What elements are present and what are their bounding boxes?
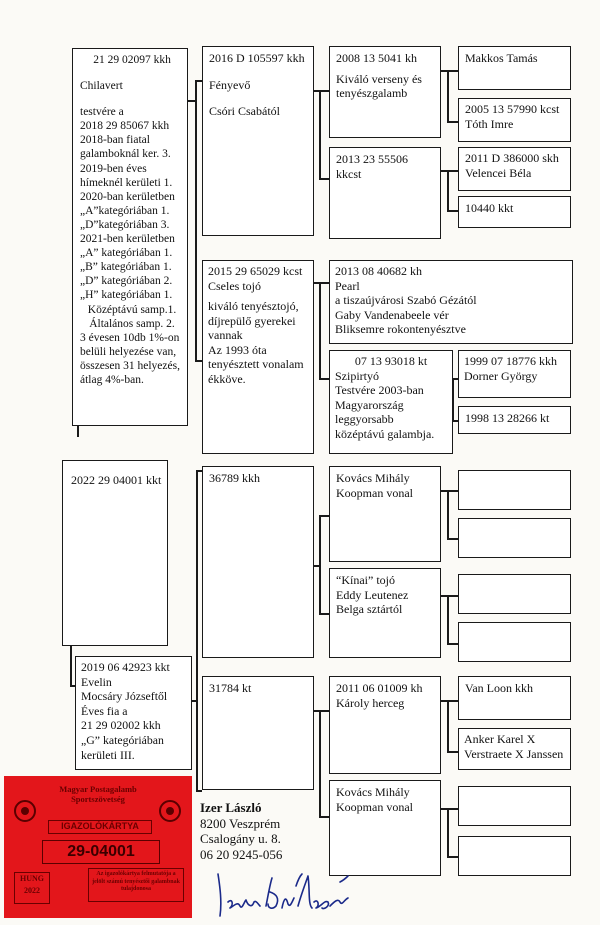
connector (447, 121, 458, 123)
card-label: IGAZOLÓKÁRTYA (48, 820, 152, 834)
note-line: tenyésztett vonalam (208, 357, 304, 371)
owner-street: Csalogány u. 8. (200, 831, 281, 846)
federation-logo-icon (14, 800, 36, 822)
note-line: kerületi III. (81, 747, 135, 762)
connector (196, 470, 198, 790)
note-line: középtávú galambja. (335, 426, 435, 441)
breeder: Velencei Béla (465, 165, 532, 180)
card-title (50, 784, 146, 804)
note-line: Kovács Mihály (336, 785, 410, 799)
note-line: 2019-ben éves (80, 162, 147, 175)
connector (319, 816, 329, 818)
gen4-box (458, 406, 571, 434)
connector (70, 645, 72, 685)
breeder: Dorner György (464, 368, 538, 383)
connector (447, 700, 449, 751)
card-country-year (14, 872, 50, 904)
connector (447, 490, 449, 538)
connector (447, 170, 458, 172)
note-line: Az 1993 óta (208, 342, 267, 357)
ring-number: 2011 06 01009 kh (336, 681, 423, 695)
pigeon-box (62, 460, 168, 646)
sire-box (72, 48, 188, 426)
note-line: 2021-ben kerületben (80, 233, 175, 246)
connector (319, 90, 329, 92)
ring-number: 2016 D 105597 kkh (209, 51, 305, 65)
connector (447, 70, 458, 72)
ring-number: 2015 29 65029 kcst (208, 264, 303, 278)
note-line: leggyorsabb (335, 412, 394, 426)
note-line: összesen 31 helyezés, (80, 359, 180, 372)
pigeon-name: Cseles tojó (208, 278, 261, 293)
note-line: „G” kategóriában (81, 732, 164, 747)
note-line: Középtávú samp.1. (87, 303, 177, 316)
note-line: Testvére 2003-ban (335, 383, 424, 397)
card-note: Az igazolókártya felmutatója a jelölt számú tenyésztői galambnak tulajdonosa (88, 868, 184, 902)
sds-box (329, 260, 573, 344)
signature (210, 862, 370, 922)
note-line: Anker Karel X (464, 732, 536, 746)
note-line: Kovács Mihály (336, 471, 410, 485)
note-line: Verstraete X Janssen (464, 746, 564, 761)
note-line: Magyarország (335, 397, 404, 412)
connector (447, 595, 449, 643)
breeder: Csóri Csabától (209, 104, 280, 118)
note-line: Éves fia a (81, 703, 128, 718)
connector (319, 282, 321, 378)
sire-sire-box (202, 46, 314, 236)
sss-box (329, 46, 441, 138)
note-line: 3 évesen 10db 1%-on (80, 331, 180, 344)
connector (319, 710, 321, 816)
gen4-box (458, 46, 571, 90)
note-line: Mocsáry Józseftől (81, 689, 168, 704)
dss-box (329, 466, 441, 562)
ring-number: 36789 kkh (209, 471, 260, 485)
pigeon-name: Pearl (335, 278, 360, 293)
ring-number: 1998 13 28266 kt (465, 411, 550, 425)
dam-sire-box (202, 466, 314, 658)
gen4-empty-box (458, 574, 571, 614)
note-line: vannak (208, 328, 243, 342)
note-line: a tiszaújvárosi Szabó Gézától (335, 293, 477, 307)
gen4-empty-box (458, 786, 571, 826)
owner-name: Izer László (200, 800, 262, 815)
note-line: 2018-ban fiatal (80, 134, 150, 147)
dds-box (329, 676, 441, 774)
connector (195, 80, 197, 360)
note-line: Gaby Vandenabeele vér (335, 307, 449, 322)
note-line: Eddy Leutenez (336, 587, 409, 602)
card-country: HUNG (20, 874, 44, 883)
connector (447, 856, 458, 858)
connector (319, 178, 329, 180)
ring-number: 31784 kt (209, 681, 252, 695)
note-line: 2020-ban kerületben (80, 190, 175, 203)
connector (447, 808, 449, 856)
ring-number: 2013 08 40682 kh (335, 264, 422, 278)
note-line: testvére a (80, 106, 124, 119)
note-line: 2018 29 85067 kkh (80, 120, 170, 133)
connector (447, 643, 458, 645)
card-year: 2022 (24, 886, 40, 895)
connector (195, 360, 202, 362)
card-title-line: Magyar Postagalamb (59, 784, 137, 794)
connector (319, 90, 321, 178)
note-line: Általános samp. 2. (89, 317, 175, 330)
ring-number: 21 29 02097 kkh (93, 54, 171, 66)
note-line: átlag 4%-ban. (80, 373, 144, 386)
connector (447, 808, 458, 810)
note-line: Kiváló verseny és (336, 71, 422, 86)
note-line: belüli helyezése van, (80, 345, 177, 358)
ring-number: 2008 13 5041 kh (336, 51, 417, 65)
gen4-box (458, 98, 571, 142)
registration-card (4, 776, 192, 918)
breeder: Makkos Tamás (465, 51, 538, 65)
gen4-empty-box (458, 836, 571, 876)
connector (447, 700, 458, 702)
note-line: ékköve. (208, 371, 246, 386)
connector (319, 282, 329, 284)
note-line: „D”kategóriában 3. (80, 218, 170, 231)
note-line: „A” kategóriában 1. (80, 247, 173, 260)
connector (447, 70, 449, 121)
connector (77, 425, 79, 437)
owner-phone: 06 20 9245-056 (200, 846, 283, 862)
dam-box (75, 656, 192, 770)
connector (319, 613, 329, 615)
pigeon-name: Károly herceg (336, 695, 405, 710)
gen4-box (458, 728, 571, 770)
note-line: kkcst (336, 166, 362, 181)
dam-dam-box (202, 676, 314, 790)
connector (196, 790, 202, 792)
ssd-box (329, 147, 441, 239)
gen4-box (458, 196, 571, 228)
ring-number: 1999 07 18776 kkh (464, 354, 557, 368)
gen4-empty-box (458, 622, 571, 662)
connector (447, 490, 458, 492)
gen4-empty-box (458, 470, 571, 510)
pigeon-name: Szipirtyó (335, 368, 379, 383)
connector (195, 80, 202, 82)
note-line: hímeknél kerületi 1. (80, 176, 173, 189)
note-line: „D” kategóriában 2. (80, 275, 173, 288)
connector (447, 538, 458, 540)
note-line: Koopman vonal (336, 485, 413, 500)
note-line: Koopman vonal (336, 799, 413, 814)
connector (447, 210, 458, 212)
pigeon-name: Chilavert (80, 80, 123, 93)
gen4-box (458, 147, 571, 191)
owner-city: 8200 Veszprém (200, 815, 281, 831)
note-line: „B” kategóriában 1. (80, 261, 172, 274)
pigeon-name: “Kínai” tojó (336, 573, 395, 587)
owner-info (200, 800, 282, 862)
card-number: 29-04001 (42, 840, 160, 864)
gen4-box (458, 676, 571, 720)
note-line: Bliksemre rokontenyésztve (335, 322, 466, 336)
sire-dam-box (202, 260, 314, 454)
note-line: „H” kategóriában 1. (80, 289, 173, 302)
gen4-empty-box (458, 518, 571, 558)
ring-number: 2019 06 42923 kkt (81, 660, 170, 674)
ring-number: 10440 kkt (465, 201, 514, 215)
connector (319, 378, 329, 380)
ring-number: 2022 29 04001 kkt (71, 473, 162, 487)
gen4-box (458, 350, 571, 398)
pigeon-name: Evelin (81, 674, 112, 689)
pigeon-name: Fényevő (209, 77, 251, 92)
ring-number: 07 13 93018 kt (354, 354, 428, 368)
ring-number: 2005 13 57990 kcst (465, 102, 560, 116)
ring-number: 2013 23 55506 (336, 152, 408, 166)
connector (447, 170, 449, 210)
card-title-line: Sportszövetség (71, 794, 125, 804)
note-line: tenyészgalamb (336, 86, 408, 100)
connector (319, 710, 329, 712)
dsd-box (329, 568, 441, 658)
pigeon-logo-icon (159, 800, 181, 822)
note-line: galamboknál ker. 3. (80, 148, 171, 161)
breeder: Van Loon kkh (465, 681, 533, 695)
note-line: kiváló tenyésztojó, (208, 299, 299, 313)
note-line: 21 29 02002 kkh (81, 718, 161, 733)
note-line: díjrepülő gyerekei (208, 313, 296, 328)
note-line: „A”kategóriában 1. (80, 204, 170, 217)
breeder: Tóth Imre (465, 116, 514, 131)
connector (319, 515, 329, 517)
connector (319, 515, 321, 613)
ring-number: 2011 D 386000 skh (465, 151, 559, 165)
note-line: Belga sztártól (336, 602, 403, 616)
sdd-box (329, 350, 453, 454)
connector (447, 751, 458, 753)
connector (447, 595, 458, 597)
